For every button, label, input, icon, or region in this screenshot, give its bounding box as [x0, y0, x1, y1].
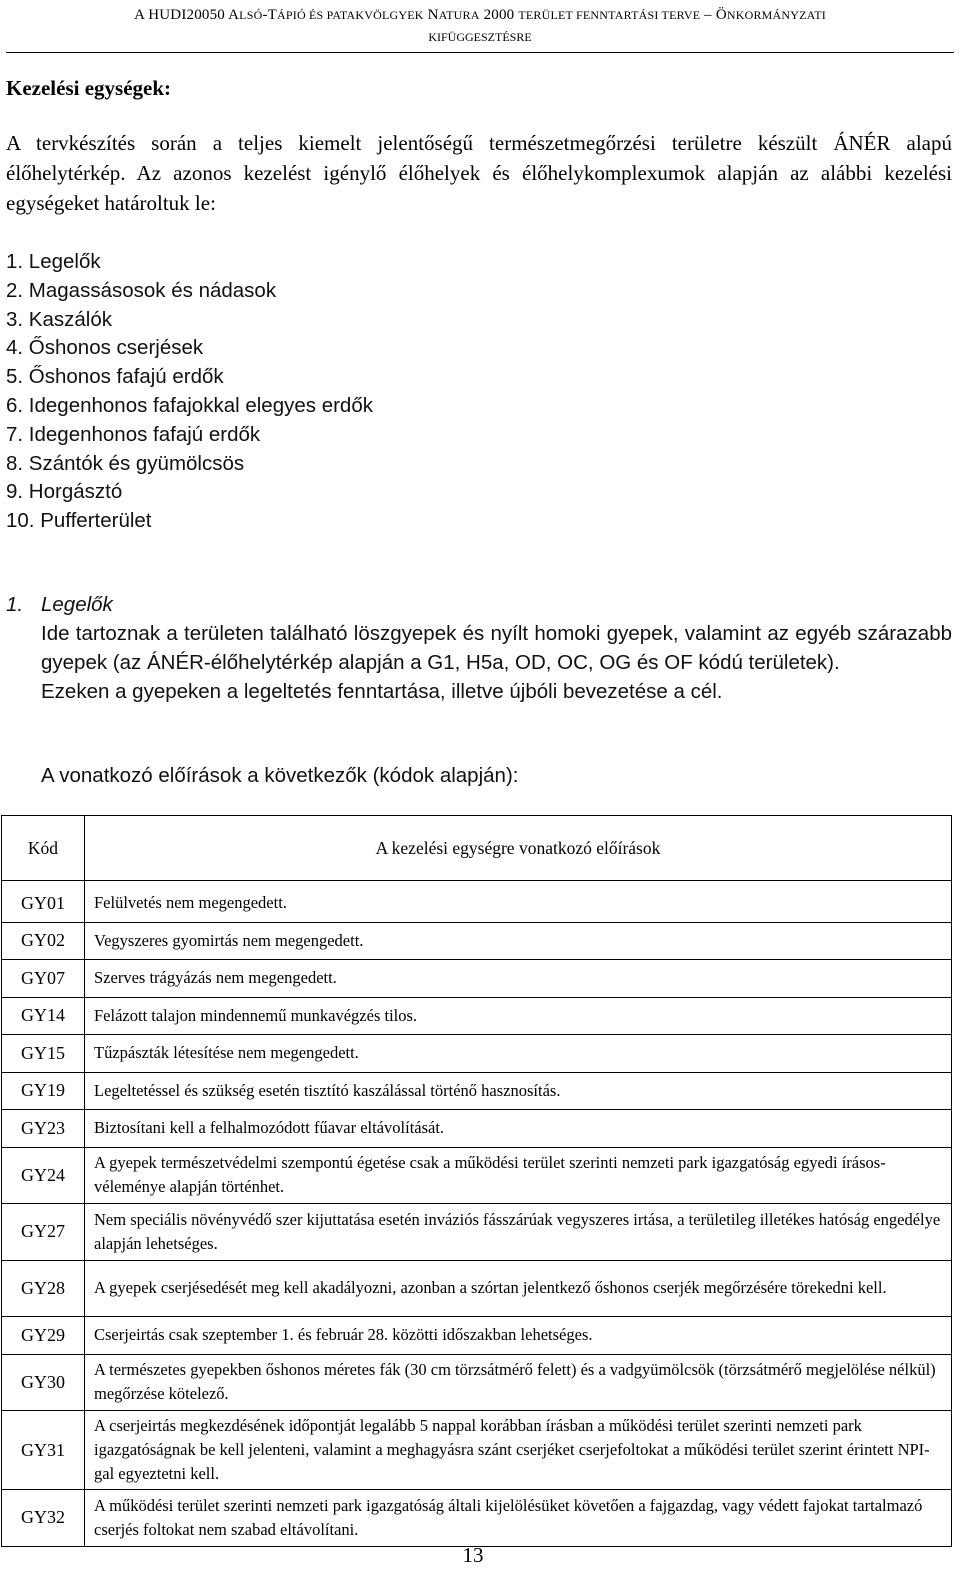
page-number: 13 — [462, 1543, 484, 1567]
unit-section-legelok — [6, 590, 952, 706]
table-row — [2, 1317, 952, 1355]
list-item: 9. Horgásztó — [6, 480, 123, 504]
header-title-part: A HUDI20050 A — [134, 7, 240, 23]
rule-text-cell: A működési terület szerinti nemzeti park igazgatóság általi kijelölésüket követően a fajgazdag, vagy védett fajokat tartalmazó cserjés foltokat nem szabad eltávolítani. — [85, 1490, 952, 1547]
table-row — [2, 881, 952, 923]
column-header-rule: A kezelési egységre vonatkozó előírások — [85, 816, 952, 881]
list-item: 3. Kaszálók — [6, 307, 112, 331]
rule-code-cell: GY02 — [2, 922, 85, 960]
list-item: 2. Magassásosok és nádasok — [6, 278, 277, 302]
rule-code-cell: GY19 — [2, 1072, 85, 1110]
rule-text-cell: Biztosítani kell a felhalmozódott fűavar eltávolítását. — [85, 1110, 952, 1148]
rule-text-cell: Felázott talajon mindennemű munkavégzés tilos. — [85, 997, 952, 1035]
list-item: 10. Pufferterület — [6, 509, 152, 533]
rule-code-cell: GY15 — [2, 1035, 85, 1073]
list-item: 1. Legelők — [6, 250, 101, 273]
rule-text-cell: A gyepek cserjésedését meg kell akadályozni, azonban a szórtan jelentkező őshonos cserjék megőrzésére törekedni kell. — [85, 1260, 952, 1317]
table-row — [2, 1204, 952, 1261]
table-row — [2, 997, 952, 1035]
rule-code-cell: GY30 — [2, 1354, 85, 1411]
table-row — [2, 1072, 952, 1110]
rule-code-cell: GY31 — [2, 1411, 85, 1490]
rule-code-cell: GY32 — [2, 1490, 85, 1547]
table-row — [2, 1354, 952, 1411]
rule-text-cell: Cserjeirtás csak szeptember 1. és február 28. közötti időszakban lehetséges. — [85, 1317, 952, 1355]
management-units-list — [6, 248, 373, 536]
regulations-intro: A vonatkozó előírások a következők (kódok alapján): — [41, 764, 519, 787]
page-header — [0, 0, 960, 50]
header-title-part: ATURA — [438, 8, 480, 22]
unit-section-body: Ide tartoznak a területen található löszgyepek és nyílt homoki gyepek, valamint az egyéb szárazabb gyepek (az ÁNÉR-élőhelytérkép alapján a G1, H5a, OD, OC, OG és OF kódú területek). — [41, 622, 952, 674]
rule-code-cell: GY28 — [2, 1260, 85, 1317]
header-title-part: 2000 — [479, 7, 519, 23]
header-title-part: – Ö — [700, 7, 727, 23]
header-title-part: ÁPIÓ ÉS PATAKVÖLGYEK — [277, 8, 424, 22]
unit-section-title — [6, 590, 952, 619]
unit-section-number: 1. — [6, 593, 24, 616]
intro-paragraph: A tervkészítés során a teljes kiemelt jelentőségű természetmegőrzési területre készült ÁNÉR alapú élőhelytérkép. Az azonos kezelést igénylő élőhelyek és élőhelykomplexumok alapján az alábbi kezelési egységeket határoltuk le: — [6, 131, 952, 215]
table-row — [2, 1260, 952, 1317]
list-item: 5. Őshonos fafajú erdők — [6, 365, 224, 389]
list-item: 4. Őshonos cserjések — [6, 336, 204, 360]
rule-code-cell: GY24 — [2, 1147, 85, 1204]
table-row — [2, 1490, 952, 1547]
rule-code-cell: GY01 — [2, 881, 85, 923]
unit-section-name: Legelők — [41, 593, 113, 616]
rule-text-cell: A cserjeirtás megkezdésének időpontját legalább 5 nappal korábban írásban a működési terület szerinti nemzeti park igazgatóságnak be kell jelenteni, valamint a meghagyásra szánt cserjéket cserjefoltokat a működési terület szerint érintett NPI-gal egyeztetni kell. — [85, 1411, 952, 1490]
section-heading: Kezelési egységek: — [6, 76, 172, 100]
regulations-table-body — [2, 881, 952, 1547]
header-title-part: -T — [262, 7, 278, 23]
rule-text-cell: Tűzpászták létesítése nem megengedett. — [85, 1035, 952, 1073]
header-title-part: TERÜLET FENNTARTÁSI TERVE — [518, 8, 701, 22]
rule-code-cell: GY27 — [2, 1204, 85, 1261]
rule-text-cell: Nem speciális növényvédő szer kijuttatása esetén inváziós fásszárúak vegyszeres irtása, a területileg illetékes hatóság engedélye alapján lehetséges. — [85, 1204, 952, 1261]
table-row — [2, 960, 952, 998]
list-item: 6. Idegenhonos fafajokkal elegyes erdők — [6, 393, 373, 417]
table-row — [2, 1147, 952, 1204]
table-row — [2, 922, 952, 960]
table-row — [2, 1411, 952, 1490]
table-header-row — [2, 816, 952, 881]
rule-text-cell: Szerves trágyázás nem megengedett. — [85, 960, 952, 998]
rule-text-cell: A természetes gyepekben őshonos méretes fák (30 cm törzsátmérő felett) és a vadgyümölcsök (törzsátmérő megjelölése nélkül) megőrzése kötelező. — [85, 1354, 952, 1411]
regulations-table — [1, 815, 952, 1547]
column-header-code: Kód — [2, 816, 85, 881]
rule-code-cell: GY07 — [2, 960, 85, 998]
unit-section-goal: Ezeken a gyepeken a legeltetés fenntartása, illetve újbóli bevezetése a cél. — [41, 680, 723, 703]
table-row — [2, 1110, 952, 1148]
list-item: 8. Szántók és gyümölcsös — [6, 451, 245, 475]
rule-text-cell: Vegyszeres gyomirtás nem megengedett. — [85, 922, 952, 960]
rule-text-cell: A gyepek természetvédelmi szempontú égetése csak a működési terület szerinti nemzeti park igazgatóság egyedi írásos-véleménye alapján történhet. — [85, 1147, 952, 1204]
table-row — [2, 1035, 952, 1073]
rule-text-cell: Legeltetéssel és szükség esetén tisztító kaszálással történő hasznosítás. — [85, 1072, 952, 1110]
header-divider — [6, 52, 954, 53]
rule-code-cell: GY23 — [2, 1110, 85, 1148]
rule-code-cell: GY29 — [2, 1317, 85, 1355]
header-title-part: NKORMÁNYZATI — [726, 8, 826, 22]
header-title-part: LSÓ — [239, 8, 263, 22]
rule-code-cell: GY14 — [2, 997, 85, 1035]
list-item: 7. Idegenhonos fafajú erdők — [6, 422, 261, 446]
header-title-part: N — [423, 7, 439, 23]
header-subtitle-line: KIFÜGGESZTÉSRE — [428, 30, 532, 44]
rule-text-cell: Felülvetés nem megengedett. — [85, 881, 952, 923]
